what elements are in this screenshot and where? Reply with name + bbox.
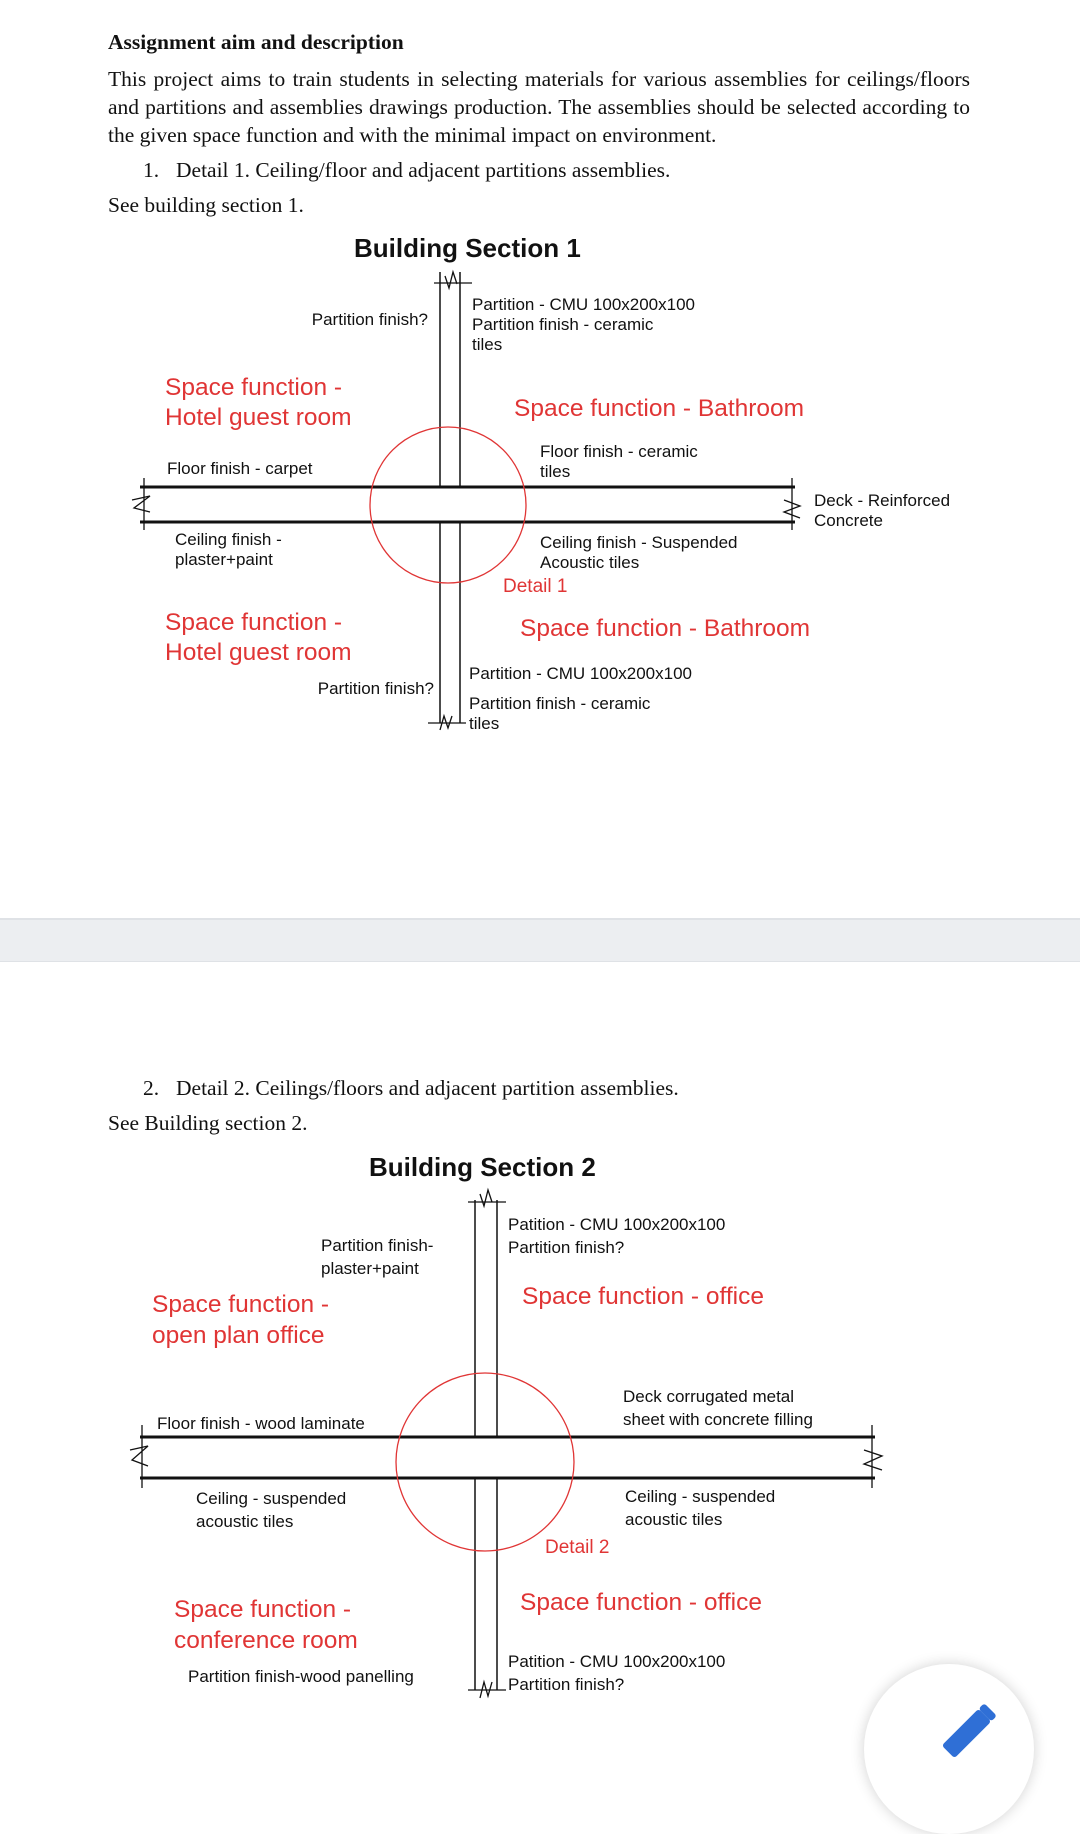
s1-partition-top-right-line1: Partition - CMU 100x200x100 <box>472 295 696 314</box>
s2-space-bottom-right: Space function - office <box>520 1589 762 1616</box>
section-1-title: Building Section 1 <box>354 233 581 263</box>
s1-floor-finish-right-line2: tiles <box>540 462 571 481</box>
s1-space-bottom-right: Space function - Bathroom <box>520 615 811 642</box>
s2-partition-finish-top-left-line2: plaster+paint <box>321 1259 419 1278</box>
s2-partition-top-right-line1: Patition - CMU 100x200x100 <box>508 1215 726 1234</box>
pencil-icon <box>864 1664 1034 1834</box>
s2-ceiling-right-line2: acoustic tiles <box>625 1510 723 1529</box>
s1-ceiling-right-line1: Ceiling finish - Suspended <box>540 533 738 552</box>
s2-space-top-left-line2: open plan office <box>152 1322 325 1349</box>
see-section-2: See Building section 2. <box>108 1111 308 1135</box>
s2-deck-line1: Deck corrugated metal <box>623 1387 795 1406</box>
s2-partition-finish-top-left-line1: Partition finish- <box>321 1236 434 1255</box>
s1-space-bottom-left-line1: Space function - <box>165 609 343 636</box>
s2-partition-bottom-right-line2: Partition finish? <box>508 1675 625 1694</box>
s1-space-top-left-line1: Space function - <box>165 374 343 401</box>
s2-ceiling-left-line2: acoustic tiles <box>196 1512 294 1531</box>
list-item-1-number: 1. <box>143 158 160 182</box>
s2-ceiling-left-line1: Ceiling - suspended <box>196 1489 347 1508</box>
s1-partition-finish-bottom-left: Partition finish? <box>317 679 434 698</box>
document-page-2 <box>0 962 1080 1749</box>
s2-floor-finish-left: Floor finish - wood laminate <box>157 1414 365 1433</box>
s1-deck-line2: Concrete <box>814 511 883 530</box>
s1-partition-bottom-right-line1: Partition - CMU 100x200x100 <box>469 664 693 683</box>
s1-space-bottom-left-line2: Hotel guest room <box>165 639 352 666</box>
list-item-1-text: Detail 1. Ceiling/floor and adjacent partitions assemblies. <box>176 158 671 182</box>
s1-partition-finish-top-left: Partition finish? <box>311 310 428 329</box>
s1-partition-top-right-line3: tiles <box>472 335 503 354</box>
section-2-title: Building Section 2 <box>369 1152 596 1182</box>
s1-partition-bottom-right-line2: Partition finish - ceramic <box>469 694 651 713</box>
s2-partition-bottom-right-line1: Patition - CMU 100x200x100 <box>508 1652 726 1671</box>
s1-ceiling-left-line2: plaster+paint <box>175 550 273 569</box>
s1-floor-finish-right-line1: Floor finish - ceramic <box>540 442 698 461</box>
s2-space-bottom-left-line1: Space function - <box>174 1596 352 1623</box>
s1-ceiling-right-line2: Acoustic tiles <box>540 553 640 572</box>
s1-floor-finish-left: Floor finish - carpet <box>167 459 313 478</box>
s2-detail-label: Detail 2 <box>545 1537 610 1558</box>
s2-space-top-left-line1: Space function - <box>152 1291 330 1318</box>
building-section-2-labels <box>0 962 1080 1749</box>
s2-deck-line2: sheet with concrete filling <box>623 1410 813 1429</box>
s2-partition-finish-bottom-left: Partition finish-wood panelling <box>188 1667 414 1686</box>
s1-detail-label: Detail 1 <box>503 576 568 597</box>
page-gap <box>0 918 1080 962</box>
assignment-heading: Assignment aim and description <box>108 30 404 54</box>
s2-space-bottom-left-line2: conference room <box>174 1627 358 1654</box>
edit-button[interactable] <box>864 1664 1034 1834</box>
assignment-paragraph: This project aims to train students in selecting materials for various assemblies for ceilings/floors and partitions and assemblies drawings production. The assemblies should be selected according to the given space function and with the minimal impact on environment. <box>108 67 970 147</box>
s2-space-top-right: Space function - office <box>522 1283 764 1310</box>
s2-partition-top-right-line2: Partition finish? <box>508 1238 625 1257</box>
s1-space-top-left-line2: Hotel guest room <box>165 404 352 431</box>
see-section-1: See building section 1. <box>108 193 304 217</box>
list-item-2-text: Detail 2. Ceilings/floors and adjacent partition assemblies. <box>176 1076 679 1100</box>
s1-partition-top-right-line2: Partition finish - ceramic <box>472 315 654 334</box>
s1-ceiling-left-line1: Ceiling finish - <box>175 530 282 549</box>
s2-ceiling-right-line1: Ceiling - suspended <box>625 1487 776 1506</box>
s1-space-top-right: Space function - Bathroom <box>514 395 805 422</box>
s1-partition-bottom-right-line3: tiles <box>469 714 500 733</box>
s1-deck-line1: Deck - Reinforced <box>814 491 951 510</box>
list-item-2-number: 2. <box>143 1076 160 1100</box>
